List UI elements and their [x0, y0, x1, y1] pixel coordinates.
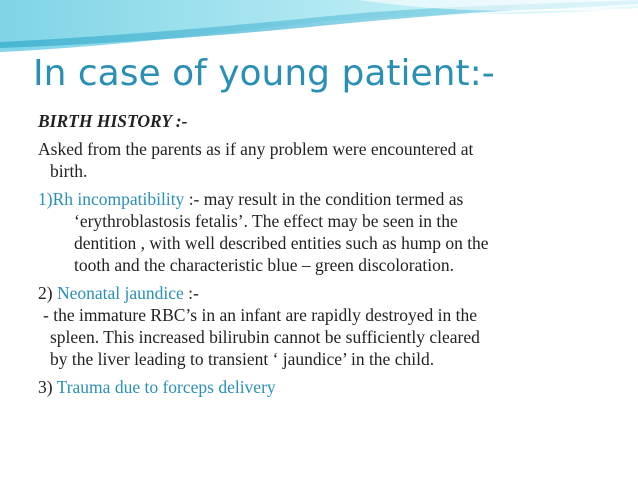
asked-line-2 — [38, 160, 628, 182]
item-1-line-1 — [38, 188, 628, 210]
item-2-line-2: - the immature RBC’s in an infant are rapidly destroyed in the — [43, 305, 477, 325]
item-2-title: Neonatal jaundice — [56, 283, 184, 303]
item-1-title: Rh incompatibility — [52, 189, 185, 209]
item-2-number: 2) — [38, 283, 57, 303]
item-2-line-3: spleen. This increased bilirubin cannot be sufficiently cleared — [50, 327, 480, 347]
asked-text-1: Asked from the parents as if any problem were encountered at — [38, 139, 474, 159]
birth-history-heading: BIRTH HISTORY :- — [38, 111, 188, 131]
item-1-line-4: tooth and the characteristic blue – green discoloration. — [74, 255, 455, 275]
slide-title: In case of young patient:- — [33, 53, 495, 94]
slide-content — [38, 110, 628, 398]
item-1-rest: :- may result in the condition termed as — [184, 189, 464, 209]
asked-text-2: birth. — [50, 161, 88, 181]
item-2-line-1 — [38, 282, 628, 304]
item-2-line-4: by the liver leading to transient ‘ jaundice’ in the child. — [50, 349, 435, 369]
item-1-number: 1) — [38, 189, 53, 209]
item-3-line-1 — [38, 376, 628, 398]
item-2-rest: :- — [183, 283, 199, 303]
asked-line-1 — [38, 138, 628, 160]
item-3-title: Trauma due to forceps delivery — [56, 377, 276, 397]
item-1-line-3: dentition , with well described entities such as hump on the — [74, 233, 489, 253]
decorative-wave-banner — [0, 0, 638, 60]
item-1-line-2: ‘erythroblastosis fetalis’. The effect may be seen in the — [74, 211, 458, 231]
item-3-number: 3) — [38, 377, 57, 397]
